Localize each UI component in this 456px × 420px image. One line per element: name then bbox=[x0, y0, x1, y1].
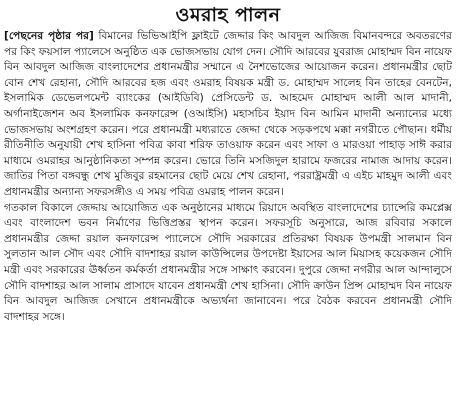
paragraph-2-text: গতকাল বিকালে জেদ্দায় আয়োজিত এক অনুষ্ঠানের মাধ্যমে রিয়াদে অবস্থিত বাংলাদেশের চ্যান্সেরি কমপ্লেক্স এবং বাংলাদেশ ভবন নির্মাণের ভিত্তিপ্রস্তর স্থাপন করেন। সফরসূচি অনুসারে, আজ রবিবার সকালে প্রধানমন্ত্রীর জেদ্দা রয়াল কনফারেন্স প্যালেসে সৌদি সরকারের প্রতিরক্ষা বিষয়ক উপমন্ত্রী সালমান বিন সুলতান আল সৌদ এবং সৌদি বাদশাহর রয়াল কাউন্সিলের উপদেষ্টা ইয়াসের আল মিয়াসহ কয়েকজন সৌদি মন্ত্রী এবং সরকারের ঊর্ধ্বতন কর্মকর্তা প্রধানমন্ত্রীর সঙ্গে সাক্ষাৎ করবেন। দুপুরে জেদ্দা নগরীর আল আন্দালুসে সৌদি বাদশাহর আল সালাম প্রাসাদে যাবেন প্রধানমন্ত্রী শেখ হাসিনা। সৌদি ক্রাউন প্রিন্স মোহাম্মদ বিন নায়েফ বিন আবদুল আজিজ সেখানে প্রধানমন্ত্রীকে অভ্যর্থনা জানাবেন। পরে বৈঠক করবেন প্রধানমন্ত্রী সৌদি বাদশাহর সঙ্গে। bbox=[4, 201, 452, 323]
continuation-label: [পেছনের পৃষ্ঠার পর] bbox=[4, 30, 94, 42]
paragraph-2 bbox=[4, 201, 452, 326]
paragraph-1-text: বিমানের ভিভিআইপি ফ্লাইটে জেদ্দার কিং আবদুল আজিজ বিমানবন্দরে অবতরণের পর কিং ফয়সাল প্যালেসে অনুষ্ঠিত এক ভোজসভায় যোগ দেন। সৌদি আরবের যুবরাজ মোহাম্মদ বিন নায়েফ বিন আবদুল আজিজ বাংলাদেশের প্রধানমন্ত্রীর সম্মানে এ নৈশভোজের আয়োজন করেন। প্রধানমন্ত্রীর ছোট বোন শেখ রেহানা, সৌদি আরবের হজ এবং ওমরাহ বিষয়ক মন্ত্রী ড. মোহাম্মদ সালেহ বিন তাহের বেনটেন, ইসলামিক ডেভেলপমেন্ট ব্যাংকের (আইডিবি) প্রেসিডেন্ট ড. আহমেদ মোহাম্মদ আলী আল মাদানী, অর্গানাইজেশন অব ইসলামিক কনফারেন্স (ওআইসি) মহাসচিব ইয়াদ বিন আমিন মাদানী অন্যান্যের মধ্যে ভোজসভায় অংশগ্রহণ করেন। পরে প্রধানমন্ত্রী মধ্যরাতে জেদ্দা থেকে সড়কপথে মক্কা নগরীতে পৌছান। ধর্মীয় রীতিনীতি অনুযায়ী শেখ হাসিনা পবিত্র কাবা শরিফ তাওয়াফ করেন এবং সাফা ও মারওয়া পাহাড় সাঈ করার মাধ্যমে ওমরাহর আনুষ্ঠানিকতা সম্পন্ন করেন। ভোরে তিনি মসজিদুল হারামে ফজরের নামাজ আদায় করেন। জাতির পিতা বঙ্গবন্ধু শেখ মুজিবুর রহমানের ছোট মেয়ে শেখ রেহানা, পররাষ্ট্রমন্ত্রী এ এইচ মাহমুদ আলী এবং প্রধানমন্ত্রীর অন্যান্য সফরসঙ্গীও এ সময় পবিত্র ওমরাহ পালন করেন। bbox=[4, 30, 453, 198]
paragraph-1 bbox=[4, 29, 452, 201]
article-body bbox=[4, 29, 452, 325]
headline: ওমরাহ পালন bbox=[175, 4, 281, 26]
